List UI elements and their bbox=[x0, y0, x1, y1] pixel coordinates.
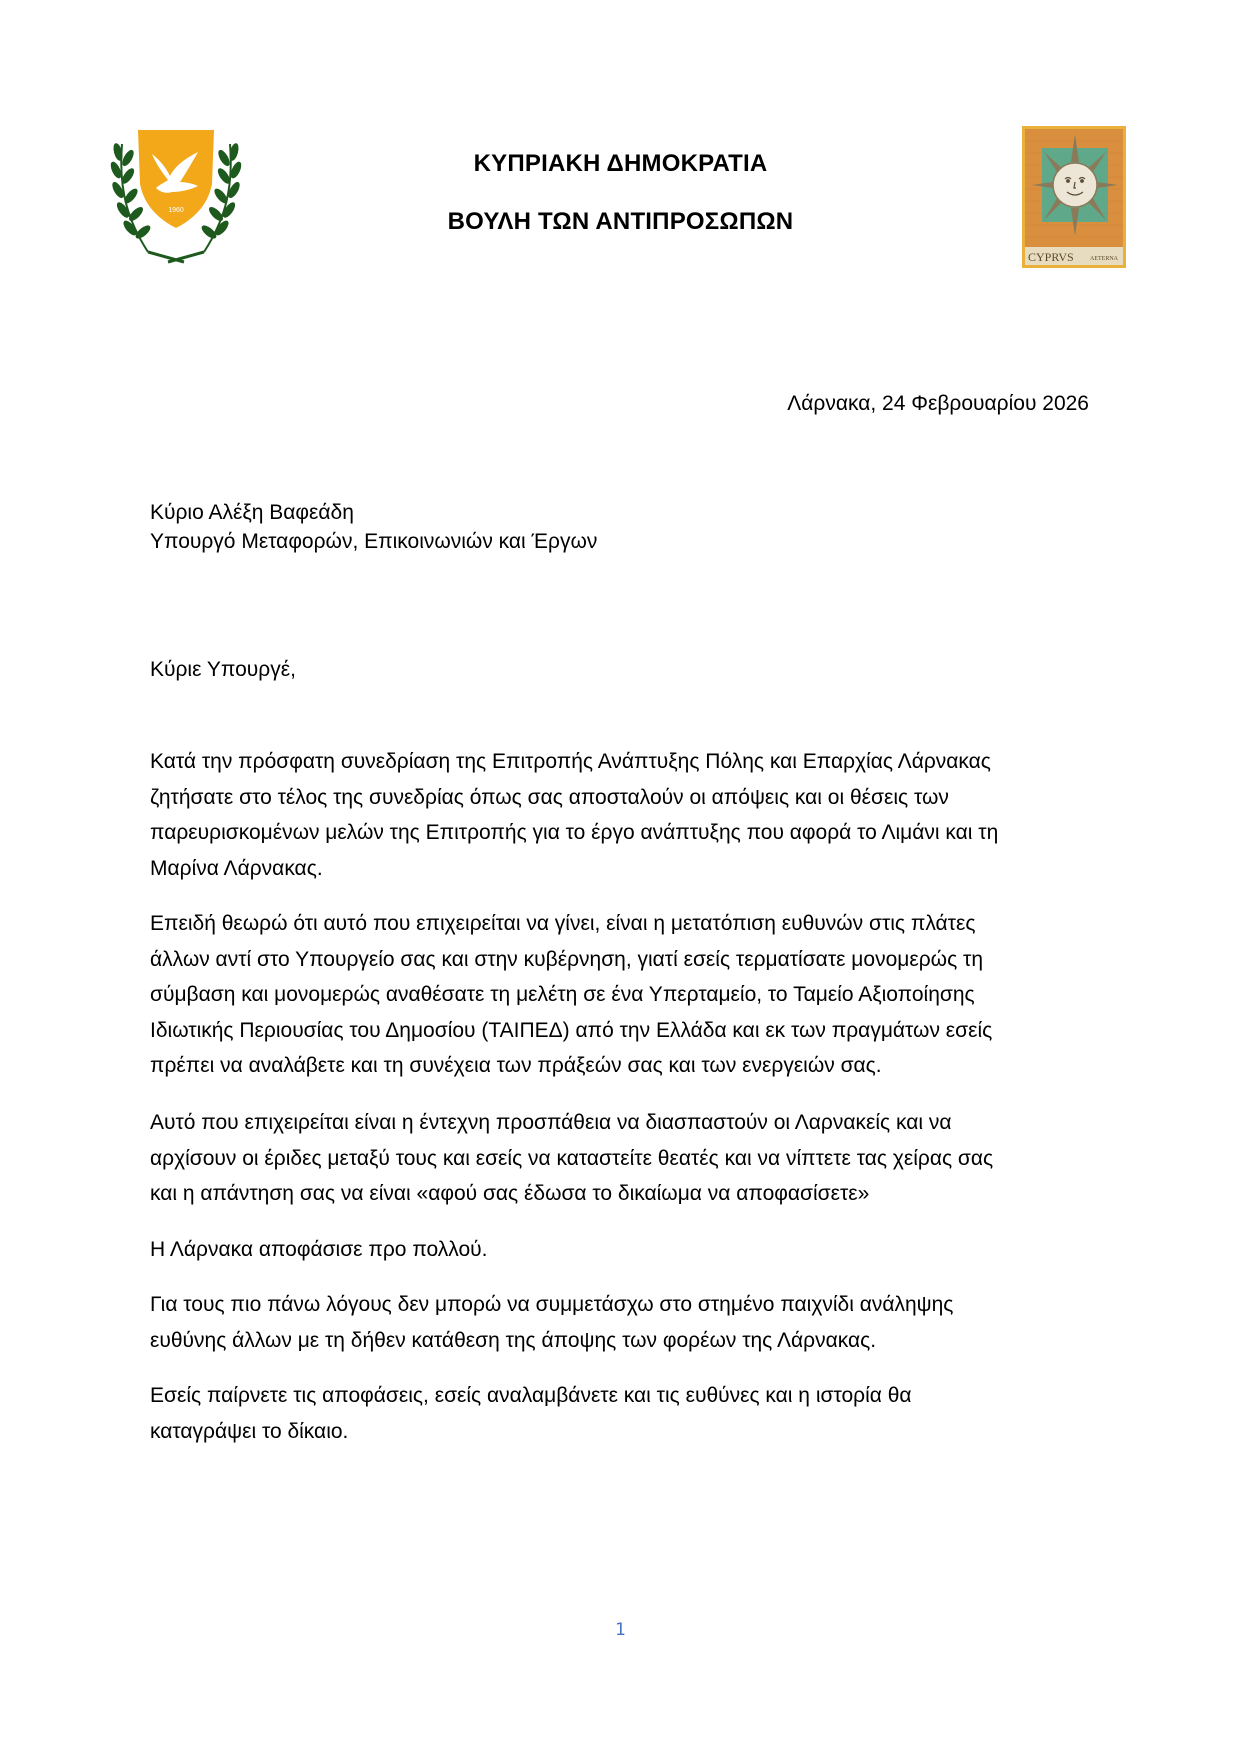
paragraph-line: πρέπει να αναλάβετε και τη συνέχεια των πράξεών σας και των ενεργειών σας. bbox=[150, 1054, 882, 1077]
paragraph-line: ζητήσατε στο τέλος της συνεδρίας όπως σας αποσταλούν οι απόψεις και οι θέσεις των bbox=[150, 785, 949, 809]
page-number: 1 bbox=[615, 1620, 626, 1640]
paragraph-line: ευθύνης άλλων με τη δήθεν κατάθεση της άποψης των φορέων της Λάρνακας. bbox=[150, 1328, 877, 1352]
paragraph-line: παρευρισκομένων μελών της Επιτροπής για το έργο ανάπτυξης που αφορά το Λιμάνι και τη bbox=[150, 821, 999, 844]
paragraph-line: Κατά την πρόσφατη συνεδρίαση της Επιτροπής Ανάπτυξης Πόλης και Επαρχίας Λάρνακας bbox=[150, 750, 991, 773]
paragraph-line: Επειδή θεωρώ ότι αυτό που επιχειρείται να γίνει, είναι η μετατόπιση ευθυνών στις πλάτες bbox=[150, 912, 976, 935]
body-paragraph bbox=[150, 1287, 953, 1358]
paragraph-line: Μαρίνα Λάρνακας. bbox=[150, 856, 323, 880]
recipient-block bbox=[150, 498, 597, 556]
paragraph-line: Για τους πιο πάνω λόγους δεν μπορώ να συμμετάσχω στο στημένο παιχνίδι ανάληψης bbox=[150, 1293, 954, 1316]
paragraph-line: Ιδιωτικής Περιουσίας του Δημοσίου (ΤΑΙΠΕΔ) από την Ελλάδα και εκ των πραγμάτων εσείς bbox=[150, 1018, 993, 1042]
paragraph-line: και η απάντηση σας να είναι «αφού σας έδωσα το δικαίωμα να αποφασίσετε» bbox=[150, 1182, 870, 1205]
body-paragraph bbox=[150, 1232, 487, 1268]
salutation: Κύριε Υπουργέ, bbox=[150, 658, 296, 681]
emblem-year: 1960 bbox=[168, 207, 184, 214]
paragraph-line: αρχίσουν οι έριδες μεταξύ τους και εσείς να καταστείτε θεατές και να νίπτετε τας χείρας σας bbox=[150, 1146, 994, 1170]
paragraph-line: άλλων αντί στο Υπουργείο σας και στην κυβέρνηση, γιατί εσείς τερματίσατε μονομερώς τη bbox=[150, 947, 983, 971]
emblem-caption-small: AETERNA bbox=[1090, 256, 1118, 262]
recipient-position: Υπουργό Μεταφορών, Επικοινωνιών και Έργων bbox=[150, 530, 598, 553]
body-paragraph bbox=[150, 906, 992, 1084]
paragraph-line: σύμβαση και μονομερώς αναθέσατε τη μελέτη σε ένα Υπερταμείο, το Ταμείο Αξιοποίησης bbox=[150, 983, 975, 1006]
paragraph-line: Η Λάρνακα αποφάσισε προ πολλού. bbox=[150, 1238, 488, 1261]
paragraph-line: Αυτό που επιχειρείται είναι η έντεχνη προσπάθεια να διασπαστούν οι Λαρνακείς και να bbox=[150, 1111, 952, 1134]
paragraph-line: καταγράψει το δίκαιο. bbox=[150, 1419, 349, 1443]
body-paragraph bbox=[150, 1378, 912, 1449]
country-title: ΚΥΠΡΙΑΚΗ ΔΗΜΟΚΡΑΤΙΑ bbox=[473, 150, 768, 177]
letter-date: Λάρνακα, 24 Φεβρουαρίου 2026 bbox=[787, 392, 1089, 415]
emblem-caption-main: CYPRVS bbox=[1028, 250, 1074, 264]
body-paragraph bbox=[150, 1105, 993, 1212]
cyprus-coat-of-arms-icon bbox=[108, 124, 244, 264]
paragraph-line: Εσείς παίρνετε τις αποφάσεις, εσείς αναλαμβάνετε και τις ευθύνες και η ιστορία θα bbox=[150, 1384, 912, 1407]
body-paragraph bbox=[150, 744, 998, 886]
cyprus-sun-mosaic-icon bbox=[1022, 126, 1126, 268]
recipient-name: Κύριο Αλέξη Βαφεάδη bbox=[150, 501, 354, 524]
institution-title: ΒΟΥΛΗ ΤΩΝ ΑΝΤΙΠΡΟΣΩΠΩΝ bbox=[447, 208, 794, 235]
